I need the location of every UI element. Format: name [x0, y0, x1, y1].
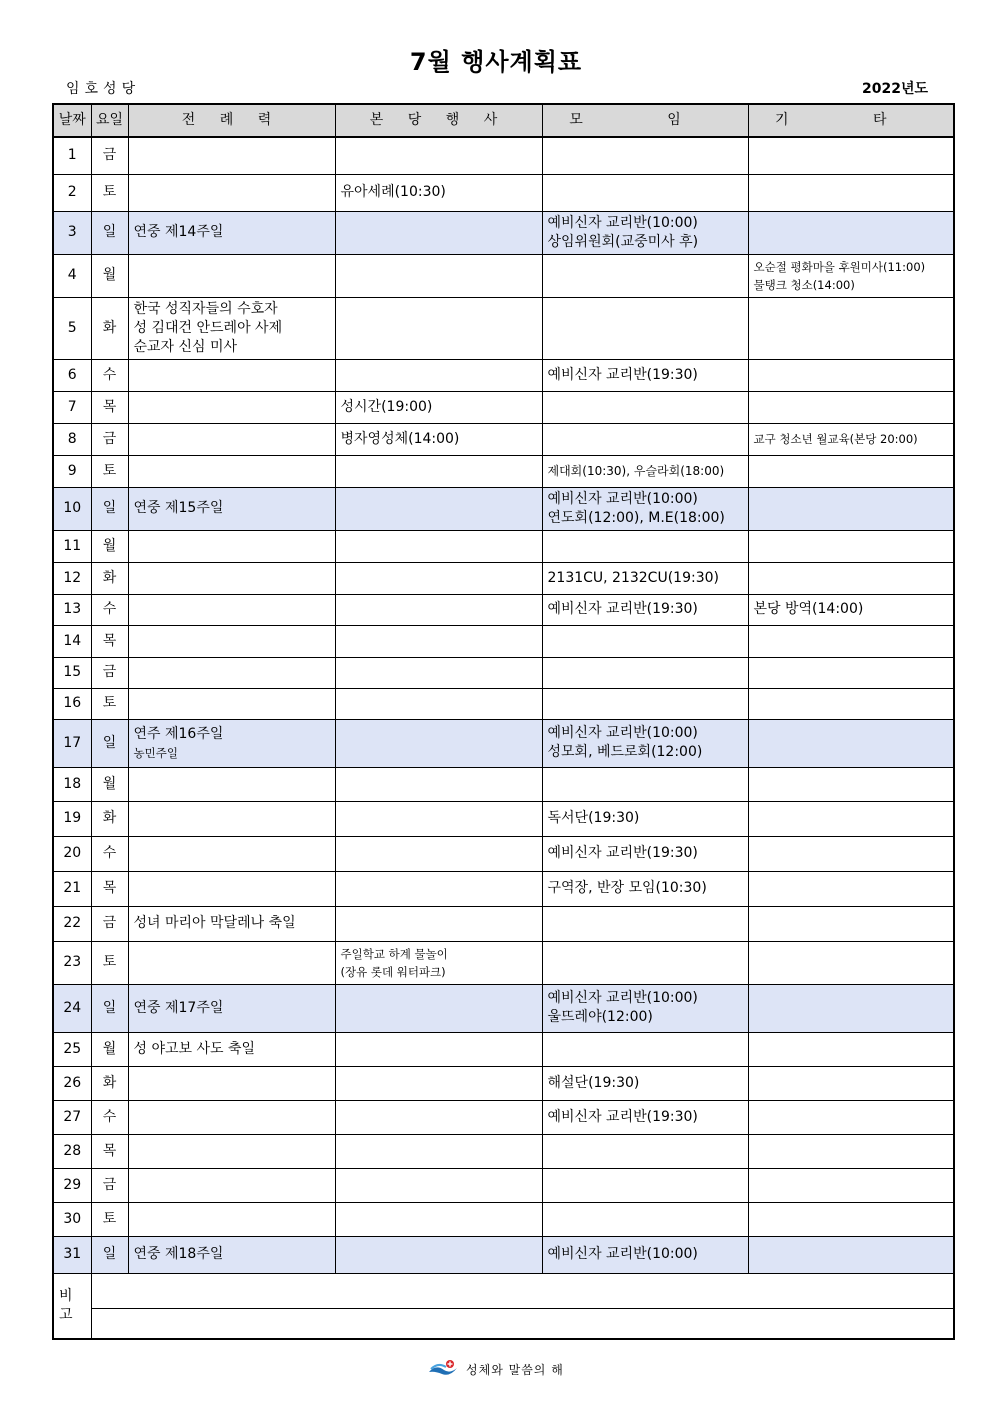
liturgy-cell — [128, 1236, 335, 1273]
meetings-cell — [542, 211, 748, 254]
events-cell — [335, 1066, 542, 1100]
liturgy-cell — [128, 984, 335, 1032]
header-meetings: 모 임 — [542, 104, 748, 137]
date-cell: 14 — [53, 625, 91, 657]
weekday-cell: 수 — [91, 836, 128, 871]
meetings-cell-line: 예비신자 교리반(19:30) — [547, 845, 698, 861]
meetings-cell — [542, 657, 748, 688]
meetings-cell — [542, 1134, 748, 1168]
weekday-cell: 월 — [91, 767, 128, 801]
meetings-cell — [542, 941, 748, 984]
date-cell: 9 — [53, 455, 91, 487]
liturgy-cell — [128, 1066, 335, 1100]
weekday-cell: 일 — [91, 487, 128, 530]
weekday-cell: 토 — [91, 455, 128, 487]
meetings-cell — [542, 254, 748, 297]
events-cell-line: 병자영성체(14:00) — [340, 430, 460, 447]
table-row — [53, 1134, 954, 1168]
table-row — [53, 359, 954, 391]
other-cell — [748, 836, 954, 871]
events-cell — [335, 1032, 542, 1066]
parish-name: 임호성당 — [66, 81, 141, 97]
liturgy-cell — [128, 594, 335, 625]
notes-line-1 — [91, 1273, 954, 1308]
table-row — [53, 530, 954, 562]
weekday-cell: 금 — [91, 906, 128, 941]
other-cell — [748, 941, 954, 984]
liturgy-cell — [128, 1168, 335, 1202]
table-row — [53, 657, 954, 688]
table-row — [53, 137, 954, 174]
jubilee-logo-icon — [428, 1358, 458, 1381]
meetings-cell — [542, 1100, 748, 1134]
liturgy-cell-line: 연중 제14주일 — [133, 224, 224, 240]
weekday-cell: 화 — [91, 562, 128, 594]
table-row — [53, 836, 954, 871]
weekday-cell: 수 — [91, 594, 128, 625]
liturgy-cell — [128, 562, 335, 594]
events-cell — [335, 688, 542, 719]
meetings-cell — [542, 836, 748, 871]
other-cell-line: 본당 방역(14:00) — [753, 601, 864, 617]
liturgy-cell — [128, 137, 335, 174]
schedule-table — [52, 103, 955, 1340]
other-cell-line: 교구 청소년 월교육(본당 20:00) — [753, 432, 918, 446]
table-row — [53, 1032, 954, 1066]
date-cell: 23 — [53, 941, 91, 984]
meetings-cell — [542, 801, 748, 836]
liturgy-cell-line: 한국 성직자들의 수호자 — [133, 300, 278, 317]
meetings-cell-line: 예비신자 교리반(10:00) — [547, 214, 698, 231]
events-cell-line: 주일학교 하계 물놀이 — [340, 946, 448, 961]
weekday-cell: 월 — [91, 1032, 128, 1066]
table-row — [53, 688, 954, 719]
meetings-cell — [542, 1032, 748, 1066]
meetings-cell-line: 예비신자 교리반(10:00) — [547, 990, 698, 1006]
date-cell: 11 — [53, 530, 91, 562]
meetings-cell-line: 상임위원회(교중미사 후) — [547, 233, 699, 250]
weekday-cell: 토 — [91, 688, 128, 719]
other-cell — [748, 137, 954, 174]
liturgy-cell — [128, 657, 335, 688]
date-cell: 3 — [53, 211, 91, 254]
other-cell-line: 오순절 평화마을 후원미사(11:00) — [753, 259, 926, 274]
liturgy-cell — [128, 767, 335, 801]
date-cell: 5 — [53, 297, 91, 359]
table-row — [53, 801, 954, 836]
meetings-cell-line: 구역장, 반장 모임(10:30) — [547, 880, 707, 896]
date-cell: 30 — [53, 1202, 91, 1236]
meetings-cell-line: 예비신자 교리반(10:00) — [547, 1246, 698, 1262]
other-cell — [748, 1032, 954, 1066]
events-cell-line: 성시간(19:00) — [340, 398, 433, 415]
liturgy-cell-line: 연중 제18주일 — [133, 1246, 224, 1262]
table-row — [53, 297, 954, 359]
other-cell — [748, 455, 954, 487]
notes-row — [53, 1308, 954, 1339]
meetings-cell — [542, 1168, 748, 1202]
other-cell — [748, 487, 954, 530]
table-row — [53, 594, 954, 625]
liturgy-cell — [128, 211, 335, 254]
notes-label: 비고 — [53, 1273, 91, 1339]
liturgy-cell — [128, 941, 335, 984]
liturgy-cell — [128, 423, 335, 455]
date-cell: 19 — [53, 801, 91, 836]
weekday-cell: 금 — [91, 423, 128, 455]
other-cell — [748, 391, 954, 423]
events-cell — [335, 594, 542, 625]
date-cell: 6 — [53, 359, 91, 391]
events-cell — [335, 1134, 542, 1168]
events-cell — [335, 906, 542, 941]
date-cell: 12 — [53, 562, 91, 594]
meetings-cell — [542, 625, 748, 657]
header-weekday: 요일 — [91, 104, 128, 137]
table-row — [53, 1066, 954, 1100]
meetings-cell — [542, 719, 748, 767]
weekday-cell: 일 — [91, 1236, 128, 1273]
events-cell — [335, 625, 542, 657]
liturgy-cell-line: 연주 제16주일 — [133, 725, 224, 742]
table-row — [53, 455, 954, 487]
events-cell — [335, 1236, 542, 1273]
other-cell — [748, 1168, 954, 1202]
meetings-cell-line: 예비신자 교리반(19:30) — [547, 601, 698, 617]
weekday-cell: 일 — [91, 984, 128, 1032]
date-cell: 20 — [53, 836, 91, 871]
date-cell: 15 — [53, 657, 91, 688]
meetings-cell — [542, 594, 748, 625]
table-row — [53, 423, 954, 455]
date-cell: 18 — [53, 767, 91, 801]
other-cell — [748, 530, 954, 562]
table-row — [53, 562, 954, 594]
date-cell: 21 — [53, 871, 91, 906]
other-cell — [748, 359, 954, 391]
liturgy-cell — [128, 254, 335, 297]
meetings-cell-line: 제대회(10:30), 우슬라회(18:00) — [547, 464, 725, 478]
liturgy-cell — [128, 625, 335, 657]
date-cell: 25 — [53, 1032, 91, 1066]
date-cell: 1 — [53, 137, 91, 174]
liturgy-cell — [128, 719, 335, 767]
meetings-cell-line: 울뜨레야(12:00) — [547, 1009, 653, 1025]
other-cell — [748, 1202, 954, 1236]
events-cell — [335, 1100, 542, 1134]
other-cell — [748, 625, 954, 657]
date-cell: 27 — [53, 1100, 91, 1134]
weekday-cell: 목 — [91, 1134, 128, 1168]
meetings-cell — [542, 423, 748, 455]
table-row — [53, 487, 954, 530]
meetings-cell — [542, 688, 748, 719]
weekday-cell: 토 — [91, 1202, 128, 1236]
header-events: 본 당 행 사 — [335, 104, 542, 137]
date-cell: 26 — [53, 1066, 91, 1100]
table-row — [53, 1236, 954, 1273]
weekday-cell: 일 — [91, 719, 128, 767]
meetings-cell-line: 연도회(12:00), M.E(18:00) — [547, 509, 725, 526]
events-cell — [335, 1168, 542, 1202]
events-cell — [335, 423, 542, 455]
date-cell: 22 — [53, 906, 91, 941]
events-cell — [335, 941, 542, 984]
date-cell: 29 — [53, 1168, 91, 1202]
date-cell: 7 — [53, 391, 91, 423]
header-row — [53, 104, 954, 137]
other-cell — [748, 688, 954, 719]
date-cell: 2 — [53, 174, 91, 211]
liturgy-cell — [128, 297, 335, 359]
meetings-cell-line: 예비신자 교리반(10:00) — [547, 725, 698, 741]
events-cell — [335, 871, 542, 906]
other-cell — [748, 1236, 954, 1273]
other-cell — [748, 562, 954, 594]
liturgy-cell-line: 순교자 신심 미사 — [133, 338, 238, 355]
meetings-cell — [542, 871, 748, 906]
date-cell: 28 — [53, 1134, 91, 1168]
other-cell — [748, 1100, 954, 1134]
liturgy-cell — [128, 487, 335, 530]
meetings-cell — [542, 455, 748, 487]
date-cell: 24 — [53, 984, 91, 1032]
events-cell-line: (장유 롯데 워터파크) — [340, 964, 446, 979]
events-cell — [335, 487, 542, 530]
meetings-cell-line: 성모회, 베드로회(12:00) — [547, 744, 703, 760]
liturgy-cell-line: 성녀 마리아 막달레나 축일 — [133, 915, 296, 931]
header-date: 날짜 — [53, 104, 91, 137]
table-row — [53, 1168, 954, 1202]
events-cell — [335, 359, 542, 391]
date-cell: 31 — [53, 1236, 91, 1273]
meetings-cell — [542, 359, 748, 391]
date-cell: 8 — [53, 423, 91, 455]
liturgy-cell — [128, 871, 335, 906]
other-cell — [748, 594, 954, 625]
table-row — [53, 625, 954, 657]
weekday-cell: 수 — [91, 359, 128, 391]
meetings-cell — [542, 1066, 748, 1100]
events-cell — [335, 657, 542, 688]
other-cell — [748, 906, 954, 941]
other-cell — [748, 254, 954, 297]
weekday-cell: 목 — [91, 625, 128, 657]
events-cell — [335, 211, 542, 254]
events-cell — [335, 455, 542, 487]
weekday-cell: 화 — [91, 1066, 128, 1100]
other-cell — [748, 984, 954, 1032]
meetings-cell — [542, 297, 748, 359]
liturgy-cell — [128, 1032, 335, 1066]
meetings-cell-line: 예비신자 교리반(19:30) — [547, 1108, 698, 1125]
table-row — [53, 941, 954, 984]
events-cell — [335, 836, 542, 871]
meetings-cell — [542, 767, 748, 801]
liturgy-cell-line: 성 김대건 안드레아 사제 — [133, 319, 283, 336]
liturgy-cell — [128, 455, 335, 487]
events-cell — [335, 719, 542, 767]
other-cell — [748, 174, 954, 211]
table-row — [53, 1202, 954, 1236]
other-cell — [748, 423, 954, 455]
liturgy-cell — [128, 174, 335, 211]
weekday-cell: 월 — [91, 530, 128, 562]
date-cell: 10 — [53, 487, 91, 530]
date-cell: 17 — [53, 719, 91, 767]
liturgy-cell-line: 연중 제17주일 — [133, 999, 224, 1016]
meetings-cell — [542, 562, 748, 594]
events-cell — [335, 767, 542, 801]
meetings-cell — [542, 1202, 748, 1236]
weekday-cell: 금 — [91, 1168, 128, 1202]
table-row — [53, 906, 954, 941]
liturgy-cell — [128, 801, 335, 836]
notes-line-2 — [91, 1308, 954, 1339]
liturgy-cell — [128, 530, 335, 562]
events-cell — [335, 254, 542, 297]
table-row — [53, 1100, 954, 1134]
date-cell: 13 — [53, 594, 91, 625]
other-cell — [748, 1134, 954, 1168]
events-cell-line: 유아세례(10:30) — [340, 184, 446, 200]
weekday-cell: 일 — [91, 211, 128, 254]
footer-text: 성체와 말씀의 해 — [466, 1363, 564, 1377]
weekday-cell: 화 — [91, 297, 128, 359]
date-cell: 4 — [53, 254, 91, 297]
meetings-cell — [542, 391, 748, 423]
year-label: 2022년도 — [861, 81, 928, 97]
other-cell — [748, 211, 954, 254]
other-cell — [748, 719, 954, 767]
other-cell — [748, 871, 954, 906]
meetings-cell — [542, 137, 748, 174]
meetings-cell-line: 예비신자 교리반(19:30) — [547, 366, 698, 383]
weekday-cell: 목 — [91, 871, 128, 906]
liturgy-cell — [128, 1100, 335, 1134]
other-cell — [748, 801, 954, 836]
liturgy-cell — [128, 359, 335, 391]
header-other: 기 타 — [748, 104, 954, 137]
page-title: 7월 행사계획표 — [409, 48, 583, 76]
other-cell-line: 물탱크 청소(14:00) — [753, 277, 855, 292]
table-row — [53, 871, 954, 906]
table-row — [53, 719, 954, 767]
header-liturgy: 전 례 력 — [128, 104, 335, 137]
events-cell — [335, 530, 542, 562]
liturgy-cell — [128, 688, 335, 719]
weekday-cell: 월 — [91, 254, 128, 297]
meetings-cell-line: 해설단(19:30) — [547, 1074, 640, 1091]
weekday-cell: 화 — [91, 801, 128, 836]
weekday-cell: 토 — [91, 174, 128, 211]
liturgy-cell-line: 연중 제15주일 — [133, 500, 224, 516]
meetings-cell — [542, 174, 748, 211]
meetings-cell — [542, 487, 748, 530]
weekday-cell: 금 — [91, 137, 128, 174]
meetings-cell-line: 예비신자 교리반(10:00) — [547, 490, 698, 507]
liturgy-cell-line: 성 야고보 사도 축일 — [133, 1040, 256, 1057]
table-row — [53, 391, 954, 423]
other-cell — [748, 1066, 954, 1100]
meetings-cell-line: 2131CU, 2132CU(19:30) — [547, 569, 719, 586]
other-cell — [748, 767, 954, 801]
meetings-cell-line: 독서단(19:30) — [547, 810, 640, 826]
other-cell — [748, 297, 954, 359]
table-row — [53, 211, 954, 254]
meetings-cell — [542, 530, 748, 562]
liturgy-cell — [128, 1202, 335, 1236]
weekday-cell: 토 — [91, 941, 128, 984]
events-cell — [335, 297, 542, 359]
events-cell — [335, 1202, 542, 1236]
date-cell: 16 — [53, 688, 91, 719]
events-cell — [335, 801, 542, 836]
liturgy-cell — [128, 1134, 335, 1168]
events-cell — [335, 984, 542, 1032]
liturgy-cell — [128, 906, 335, 941]
footer — [0, 1358, 992, 1381]
table-row — [53, 174, 954, 211]
meetings-cell — [542, 1236, 748, 1273]
liturgy-cell — [128, 391, 335, 423]
events-cell — [335, 391, 542, 423]
weekday-cell: 금 — [91, 657, 128, 688]
other-cell — [748, 657, 954, 688]
table-row — [53, 254, 954, 297]
meetings-cell — [542, 984, 748, 1032]
events-cell — [335, 562, 542, 594]
weekday-cell: 목 — [91, 391, 128, 423]
meetings-cell — [542, 906, 748, 941]
table-row — [53, 767, 954, 801]
liturgy-cell-line: 농민주일 — [133, 745, 178, 760]
liturgy-cell — [128, 836, 335, 871]
weekday-cell: 수 — [91, 1100, 128, 1134]
events-cell — [335, 137, 542, 174]
notes-row — [53, 1273, 954, 1308]
table-row — [53, 984, 954, 1032]
events-cell — [335, 174, 542, 211]
